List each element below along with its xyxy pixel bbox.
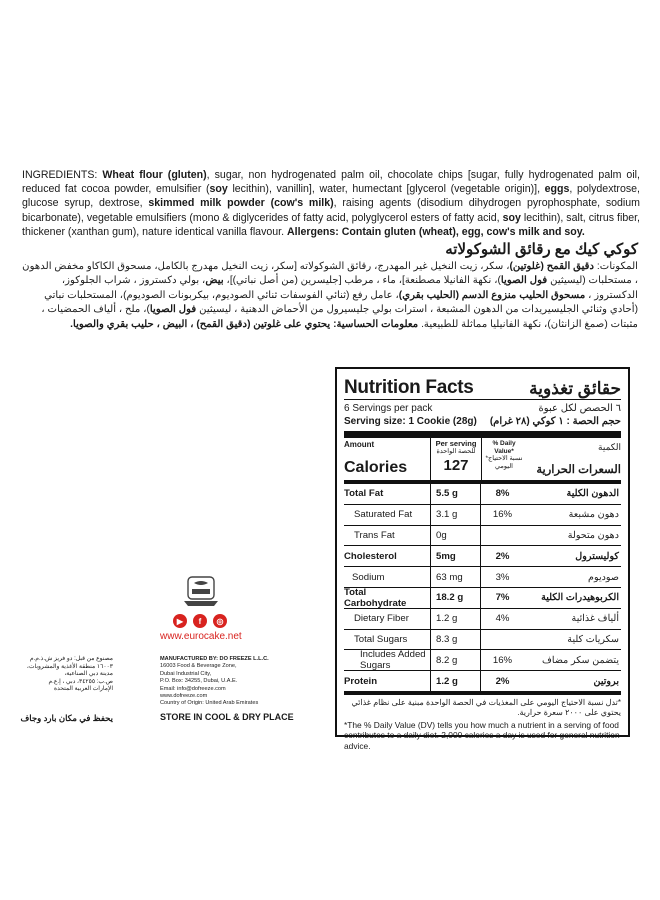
- nutrient-label-arabic: الكربوهيدرات الكلية: [541, 592, 619, 604]
- nutrient-label-arabic: دهون مشبعة: [568, 509, 619, 521]
- manufacturer-line-ar: مصنوع من قبل: دو فريز ش.ذ.م.م: [29, 656, 113, 662]
- nutrient-label: Total Carbohydrate: [344, 586, 407, 609]
- nutrient-label-arabic: سكريات كلية: [567, 633, 619, 645]
- manufacturer-line-ar: مدينة دبي الصناعية،: [64, 671, 113, 678]
- manufacturer-line: 16003 Food & Beverage Zone,: [160, 663, 237, 670]
- youtube-icon[interactable]: ▶: [173, 614, 187, 628]
- nutrient-label-arabic: دهون متحولة: [567, 529, 619, 541]
- nutrient-row: [344, 588, 621, 609]
- ingredient-text: , raising agents (disodium dihydrogen pyrophosphate, sodium bicarbonate), vegetable emulsifiers (mono & diglycerides of fatty acid, polyglycerol esters of fatty acid,: [22, 197, 640, 224]
- daily-value-label-arabic: *نسبة الاحتياج اليومي: [485, 455, 523, 470]
- calories-label-arabic: السعرات الحرارية: [536, 464, 621, 476]
- ingredient-text: lecithin), salt, citrus fiber, thickener (xanthan gum), nature identical vanilla flavour.: [22, 211, 641, 238]
- manufacturer-info: [160, 656, 270, 708]
- storage-instruction-arabic: يحفظ في مكان بارد وجاف: [20, 713, 113, 723]
- manufacturer-line: Email: info@dofreeze.com: [160, 685, 226, 692]
- nutrient-daily-value: [480, 526, 524, 546]
- manufacturer-title: MANUFACTURED BY: DO FREEZE L.L.C.: [160, 656, 269, 662]
- ingredient-text: , sugar, non hydrogenated palm oil, chocolate chips [sugar, fully hydrogenated palm oil, reduced fat cocoa powder, emulsifier (: [22, 169, 640, 196]
- nutrient-value: 63 mg: [430, 567, 480, 587]
- nutrient-row: [344, 546, 621, 567]
- daily-value-note: *The % Daily Value (DV) tells you how much a nutrient in a serving of food contributes to a daily diet. 2,000 calories a day is used for general nutrition advice.: [344, 719, 620, 751]
- manufacturer-line: www.dofreeze.com: [160, 693, 208, 700]
- arabic-product-title: كوكي كيك مع رقائق الشوكولاته: [445, 241, 638, 258]
- ingredient-text: , polydextrose, glucose syrup, dextrose,: [22, 183, 640, 210]
- ingredient-text-ar: المكونات:: [594, 261, 638, 272]
- manufacturer-line: P.O. Box: 34255, Dubai, U.A.E.: [160, 678, 238, 685]
- ingredient-text: soy: [502, 211, 521, 224]
- servings-per-pack-arabic: ٦ الحصص لكل عبوة: [538, 403, 621, 414]
- ingredient-text-ar: )، نكهة الفانيلا مصطنعة]، ماء ، مرطب [جليسرين (من أصل نباتي)]،: [223, 275, 501, 287]
- ingredient-text: eggs: [544, 183, 570, 196]
- instagram-icon[interactable]: ◎: [213, 614, 227, 628]
- nutrient-label: Cholesterol: [344, 550, 397, 562]
- nutrient-daily-value: [480, 630, 524, 650]
- nutrient-daily-value: 7%: [480, 588, 524, 608]
- ingredient-text: Allergens: Contain gluten (wheat), egg, cow's milk and soy.: [287, 225, 585, 238]
- nutrient-row: [344, 567, 621, 588]
- nutrient-label: Dietary Fiber: [354, 613, 409, 625]
- nutrient-label-arabic: ألياف غذائية: [571, 613, 619, 625]
- calories-row: [344, 438, 621, 484]
- ingredient-text: soy: [209, 183, 228, 196]
- manufacturer-line-ar: ص.ب: ٣٤٢٥٥، دبي ، إ.ع.م: [48, 678, 113, 685]
- eurocake-logo-icon: [180, 575, 222, 609]
- manufacturer-line-ar: الإمارات العربية المتحدة: [53, 686, 113, 693]
- ingredients-arabic: [22, 260, 638, 332]
- nutrient-rows: [344, 484, 621, 695]
- nutrition-title: Nutrition Facts: [344, 377, 474, 398]
- ingredient-text-ar: )، ملح ، ألياف الحمضيات ، مثبتات (صمغ الزانثان)، نكهة الفانيليا مماثلة للطبيعية.: [41, 304, 638, 330]
- nutrient-value: 5.5 g: [430, 484, 480, 504]
- ingredient-text-ar: ، بولي دكستروز ، شراب الجلوكوز، الدكستروز ،: [61, 275, 638, 301]
- nutrient-value: 18.2 g: [430, 588, 480, 608]
- nutrient-label: Trans Fat: [354, 529, 395, 541]
- nutrient-daily-value: 4%: [480, 609, 524, 629]
- nutrient-value: 8.2 g: [430, 650, 480, 670]
- manufacturer-info-arabic: [3, 656, 113, 694]
- nutrient-value: 5mg: [430, 546, 480, 566]
- nutrient-row: [344, 609, 621, 630]
- nutrient-row: [344, 650, 621, 671]
- manufacturer-line-ar: ١٦٠٠٣ منطقة الأغذية والمشروبات،: [26, 663, 113, 670]
- nutrition-facts-panel: [335, 367, 630, 751]
- social-icons: [173, 614, 227, 628]
- ingredient-text: lecithin), vanillin], water, humectant [glycerol (vegetable origin)],: [227, 183, 545, 196]
- per-serving-label-arabic: للحصة الواحدة: [436, 447, 476, 455]
- nutrient-daily-value: 2%: [480, 671, 524, 691]
- nutrient-daily-value: 16%: [480, 505, 524, 525]
- nutrient-row: [344, 526, 621, 547]
- calories-label: Calories: [344, 459, 408, 476]
- nutrient-label: Total Sugars: [354, 633, 408, 645]
- nutrient-label: Sodium: [352, 571, 385, 583]
- nutrient-label: Includes Added Sugars: [360, 649, 426, 672]
- manufacturer-line: Dubai Industrial City,: [160, 670, 212, 677]
- amount-label-arabic: الكمية: [598, 442, 621, 452]
- nutrient-value: 1.2 g: [430, 609, 480, 629]
- per-serving-label: Per serving: [435, 439, 477, 448]
- ingredient-text-ar: مسحوق الحليب منزوع الدسم (الحليب بقري): [398, 289, 586, 301]
- ingredient-text-ar: دقيق القمح (غلوتين): [509, 261, 595, 272]
- ingredient-text-ar: فول الصويا: [149, 304, 197, 316]
- ingredient-text: Wheat flour (gluten): [102, 169, 207, 181]
- nutrient-value: 8.3 g: [430, 630, 480, 650]
- ingredient-text-ar: بيض: [205, 275, 224, 287]
- calories-value: 127: [443, 457, 469, 474]
- nutrient-row: [344, 484, 621, 505]
- nutrient-value: 1.2 g: [430, 671, 480, 691]
- daily-value-note-arabic: *تدل نسبة الاحتياج اليومي على المغذيات في الحصة الواحدة مبنية على نظام غذائي يحتوي على ٢٠٠٠ سعرة حرارية.: [351, 697, 621, 717]
- nutrient-label-arabic: كوليسترول: [575, 550, 619, 562]
- ingredient-text: skimmed milk powder (cow's milk): [148, 197, 334, 210]
- daily-value-label: % Daily Value*: [492, 440, 516, 455]
- nutrient-daily-value: 2%: [480, 546, 524, 566]
- nutrient-label: Total Fat: [344, 488, 384, 500]
- nutrient-label: Protein: [344, 675, 378, 687]
- nutrient-label-arabic: بروتين: [593, 675, 619, 687]
- nutrient-label-arabic: يتضمن سكر مضاف: [541, 654, 619, 666]
- nutrient-row: [344, 505, 621, 526]
- servings-per-pack: 6 Servings per pack: [344, 403, 433, 414]
- facebook-icon[interactable]: f: [193, 614, 207, 628]
- nutrient-daily-value: 3%: [480, 567, 524, 587]
- serving-size-arabic: حجم الحصة : ١ كوكي (٢٨ غرام): [489, 416, 621, 427]
- manufacturer-line: Country of Origin: United Arab Emirates: [160, 700, 259, 707]
- nutrient-daily-value: 16%: [480, 650, 524, 670]
- nutrient-label: Saturated Fat: [354, 509, 413, 521]
- amount-label: Amount: [344, 440, 375, 449]
- ingredient-text-ar: ، عامل رفع (ثنائي الفوسفات ثنائي الصوديوم، بيكربونات الصوديوم)، المستحلبات نباتي (أحادي وثنائي الجليسيريدات من الدهون المشبعة ، استرات بولي جليسيرول من الأحماض الدهنية ، ليسيثين: [44, 289, 638, 316]
- nutrient-value: 0g: [430, 526, 480, 546]
- nutrient-value: 3.1 g: [430, 505, 480, 525]
- storage-instruction: STORE IN COOL & DRY PLACE: [160, 712, 294, 722]
- nutrient-label-arabic: صوديوم: [588, 571, 619, 583]
- ingredients-english: [22, 168, 640, 239]
- ingredient-text-ar: ، سكر، زيت النخيل غير المهدرج، رقائق الشوكولاته [سكر، زيت النخيل مهدرج بالكامل، مسحوق الكاكاو مخفض الدهون ، مستحلبات (ليسيثين: [22, 261, 638, 287]
- ingredient-text-ar: فول الصويا: [500, 275, 548, 287]
- nutrient-daily-value: 8%: [480, 484, 524, 504]
- nutrient-label-arabic: الدهون الكلية: [566, 488, 619, 500]
- nutrient-row: [344, 671, 621, 695]
- serving-size: Serving size: 1 Cookie (28g): [344, 416, 477, 427]
- ingredient-text-ar: معلومات الحساسية: يحتوي على غلوتين (دقيق القمح) ، البيض ، حليب بقري والصويا.: [70, 318, 419, 330]
- nutrition-title-arabic: حقائق تغذوية: [529, 379, 621, 398]
- ingredient-text: INGREDIENTS:: [22, 169, 103, 181]
- brand-url[interactable]: www.eurocake.net: [160, 631, 242, 642]
- nutrient-row: [344, 630, 621, 651]
